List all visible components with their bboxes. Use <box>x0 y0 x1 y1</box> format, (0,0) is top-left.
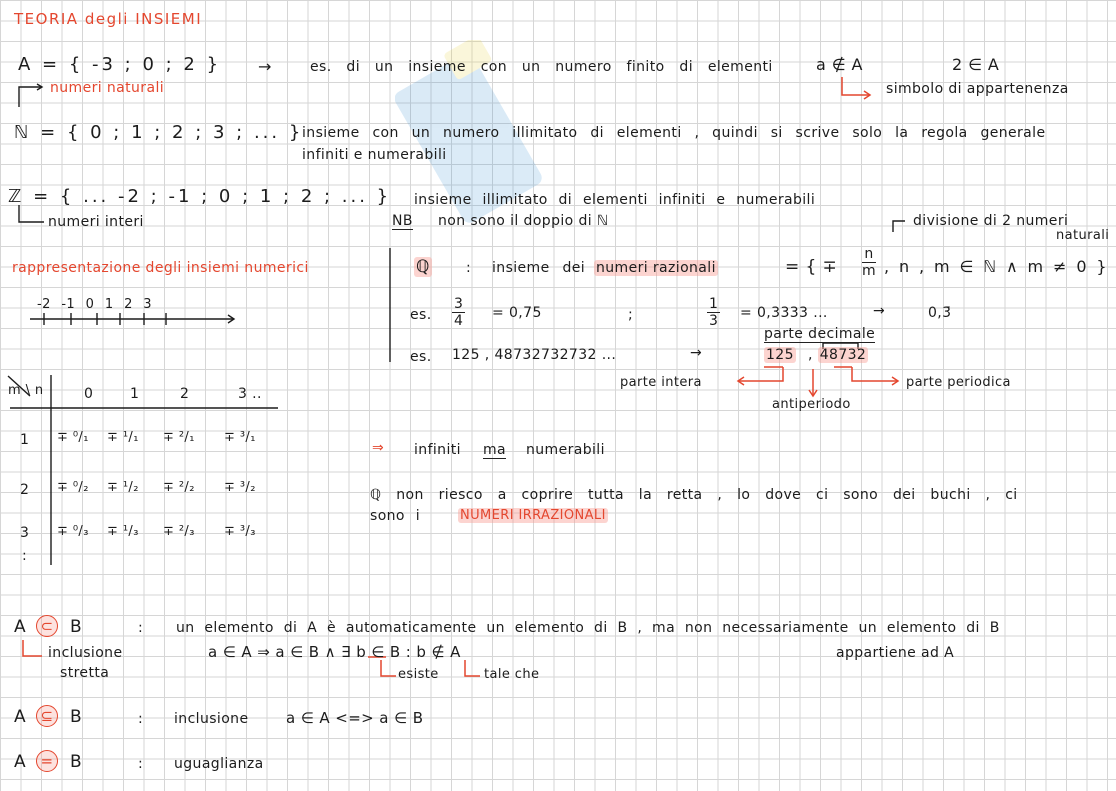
interi-set: ℤ = { ... -2 ; -1 ; 0 ; 1 ; 2 ; ... } <box>8 186 392 207</box>
naturali-sublabel: naturali <box>1056 228 1110 243</box>
nb-label: NB <box>392 213 413 229</box>
inclusione-stretta-text: un elemento di A è automaticamente un elemento di B , ma non necessariamente un elemento di B <box>176 620 1000 636</box>
antiperiodo-label: antiperiodo <box>772 397 851 412</box>
stretta-label: stretta <box>60 665 110 681</box>
arrow: → <box>258 57 272 76</box>
naturali-description: insieme con un numero illimitato di elementi , quindi si scrive solo la regola generale <box>302 125 1046 141</box>
inclusione-formula: a ∈ A <=> a ∈ B <box>286 709 424 727</box>
divisione-label: divisione di 2 numeri <box>913 213 1069 229</box>
table-cell: ∓ ¹/₂ <box>107 480 139 495</box>
equality-symbol: = <box>36 750 58 772</box>
in-a: 2 ∈ A <box>952 55 1000 74</box>
tick-label: 0 <box>85 297 95 312</box>
esiste-label: esiste <box>398 667 439 682</box>
tick-label: 1 <box>104 297 114 312</box>
es2-value: 125 , 48732732732 ... <box>452 347 617 363</box>
fraction-3-4: $\frac{3}{4}$ <box>454 296 464 329</box>
irrazionali-text-2: sono i <box>370 508 421 524</box>
table-cell: ∓ ³/₂ <box>224 480 256 495</box>
parte-decimale-label: parte decimale <box>764 326 876 342</box>
set-b-letter: B <box>70 617 83 637</box>
set-a-letter: A <box>14 707 27 727</box>
inclusione-text: inclusione <box>174 711 249 727</box>
es-label: es. <box>410 349 432 365</box>
decimal-part: , 48732 <box>808 347 867 363</box>
razionali-text: insieme dei <box>492 260 586 276</box>
tick-label: 2 <box>124 297 133 312</box>
inclusione-label: inclusione <box>48 645 123 661</box>
tale-che-label: tale che <box>484 667 540 682</box>
set-a-description: es. di un insieme con un numero finito di elementi <box>310 59 773 75</box>
irrazionali-text: ℚ non riesco a coprire tutta la retta , lo dove ci sono dei buchi , ci <box>370 487 1018 503</box>
table-row-label: 1 <box>20 432 30 448</box>
table-row-label: 3 <box>20 525 30 541</box>
set-b-letter: B <box>70 752 83 772</box>
naturali-set: ℕ = { 0 ; 1 ; 2 ; 3 ; ... } <box>14 122 304 143</box>
razionali-symbol: ℚ <box>416 257 430 277</box>
table-cell: ∓ ¹/₃ <box>107 524 139 539</box>
colon: : <box>138 756 144 772</box>
periodic-result: 0,3̄ <box>928 305 952 321</box>
es-label: es. <box>410 307 432 323</box>
implies-arrow: ⇒ <box>372 440 385 456</box>
colon: : <box>138 711 144 727</box>
fraction-1-3: $\frac{1}{3}$ <box>709 296 719 329</box>
table-cell: ∓ ²/₁ <box>163 430 195 445</box>
colon: : <box>138 620 144 636</box>
inclusion-symbol: ⊆ <box>36 705 58 727</box>
razionali-fraction: $\frac{n}{m}$ <box>862 246 877 279</box>
tick-label: 3 <box>143 297 152 312</box>
table-cell: ∓ ⁰/₂ <box>57 480 89 495</box>
page-title: TEORIA degli INSIEMI <box>14 10 203 28</box>
irrazionali-highlight: NUMERI IRRAZIONALI <box>460 508 606 523</box>
rappresentazione-title: rappresentazione degli insiemi numerici <box>12 260 309 276</box>
es1-decimal: = 0,3333 ... <box>740 305 828 321</box>
inclusione-stretta-formula: a ∈ A ⇒ a ∈ B ∧ ∃ b ∈ B : b ∉ A <box>208 643 461 661</box>
razionali-colon: : <box>466 260 472 276</box>
set-a-letter: A <box>14 752 27 772</box>
ma-text: ma <box>483 442 507 458</box>
table-cell: ∓ ⁰/₃ <box>57 524 89 539</box>
infiniti-text: infiniti <box>414 442 461 458</box>
set-a-letter: A <box>14 617 27 637</box>
tick-label: -1 <box>61 297 76 312</box>
table-header: 2 <box>180 386 190 402</box>
numerabili-text: numerabili <box>526 442 605 458</box>
razionali-set-rest: , n , m ∈ ℕ ∧ m ≠ 0 } <box>884 257 1107 276</box>
table-dots: : <box>22 548 28 564</box>
simbolo-label: simbolo di appartenenza <box>886 81 1069 97</box>
tick-label: -2 <box>37 297 51 312</box>
table-cell: ∓ ²/₃ <box>163 524 195 539</box>
nb-text: non sono il doppio di ℕ <box>438 213 609 229</box>
table-header: 1 <box>130 386 140 402</box>
parte-intera-label: parte intera <box>620 375 702 390</box>
uguaglianza-text: uguaglianza <box>174 756 264 772</box>
semicolon: ; <box>628 307 634 323</box>
table-corner: m \ n <box>8 383 44 398</box>
parte-periodica-label: parte periodica <box>906 375 1011 390</box>
arrow: → <box>873 303 886 319</box>
table-header: 0 <box>84 386 94 402</box>
table-cell: ∓ ¹/₁ <box>107 430 139 445</box>
interi-description: insieme illimitato di elementi infiniti e numerabili <box>414 192 816 208</box>
razionali-highlight: numeri razionali <box>596 260 716 276</box>
set-b-letter: B <box>70 707 83 727</box>
razionali-set-open: = { ∓ <box>785 257 838 277</box>
table-cell: ∓ ³/₃ <box>224 524 256 539</box>
interi-label: numeri interi <box>48 214 144 230</box>
strict-inclusion-symbol: ⊂ <box>36 615 58 637</box>
integer-part: 125 <box>766 347 794 363</box>
table-row-label: 2 <box>20 482 30 498</box>
es1-result: = 0,75 <box>492 305 542 321</box>
appartiene-label: appartiene ad A <box>836 645 955 661</box>
set-a-definition: A = { -3 ; 0 ; 2 } <box>18 54 222 75</box>
table-cell: ∓ ³/₁ <box>224 430 256 445</box>
naturali-label: numeri naturali <box>50 80 165 96</box>
arrow: → <box>690 345 703 361</box>
not-in-a: a ∉ A <box>816 55 863 74</box>
table-cell: ∓ ⁰/₁ <box>57 430 89 445</box>
table-cell: ∓ ²/₂ <box>163 480 195 495</box>
table-header: 3 .. <box>238 386 262 402</box>
naturali-description-2: infiniti e numerabili <box>302 147 447 163</box>
number-line-ticks <box>37 297 152 312</box>
